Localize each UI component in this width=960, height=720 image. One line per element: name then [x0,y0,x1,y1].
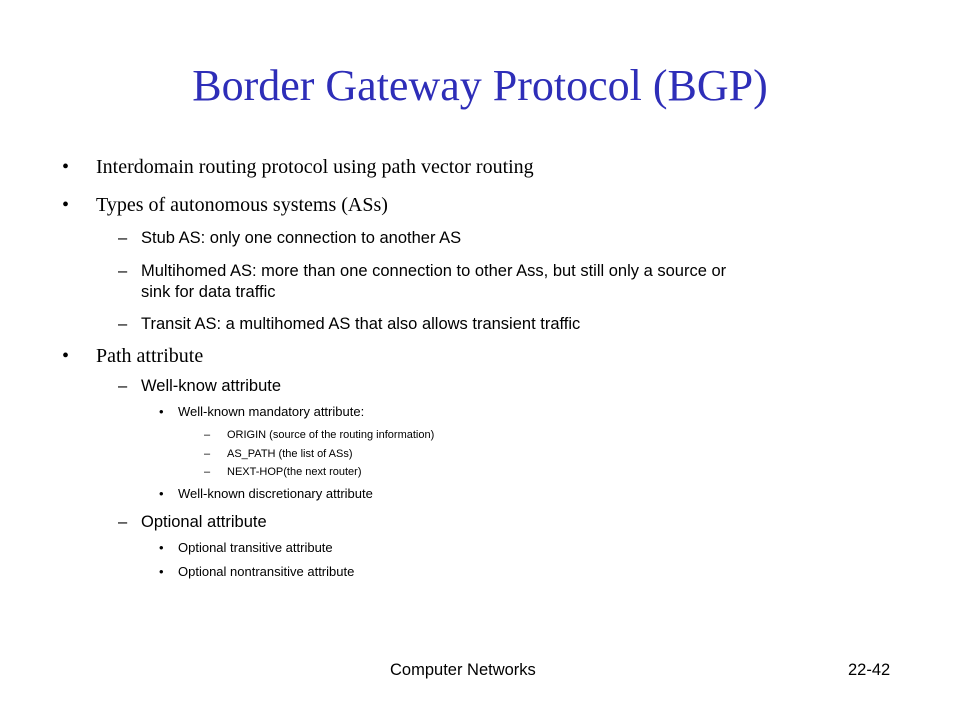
sub-sub-item-text: Well-known discretionary attribute [178,486,373,501]
bullet-marker: • [159,486,164,501]
bullet-text: Types of autonomous systems (ASs) [96,194,388,216]
sub-item-text: Transit AS: a multihomed AS that also allows transient traffic [141,315,581,333]
detail-item-text: AS_PATH (the list of ASs) [227,448,353,460]
slide-title: Border Gateway Protocol (BGP) [192,61,768,110]
bullet-marker: • [159,564,164,579]
detail-item-text: ORIGIN (source of the routing information) [227,429,435,441]
sub-item-text: sink for data traffic [141,283,276,301]
dash-marker: – [118,262,128,280]
bullet-marker: • [159,540,164,555]
dash-marker: – [118,315,128,333]
bullet-marker: • [159,404,164,419]
dash-marker: – [118,377,128,395]
footer-slide-number: 22-42 [848,661,891,679]
detail-item-text: NEXT-HOP(the next router) [227,466,362,478]
sub-sub-item-text: Optional transitive attribute [178,540,333,555]
dash-marker: – [204,466,211,478]
dash-marker: – [118,229,128,247]
dash-marker: – [204,448,211,460]
sub-item-text: Stub AS: only one connection to another AS [141,229,462,247]
bullet-marker: • [62,194,70,216]
sub-item-text: Optional attribute [141,513,267,531]
bullet-text: Path attribute [96,345,204,367]
footer-course: Computer Networks [390,661,536,679]
bullet-marker: • [62,156,70,178]
dash-marker: – [118,513,128,531]
sub-item-text: Multihomed AS: more than one connection to other Ass, but still only a source or [141,262,727,280]
sub-sub-item-text: Optional nontransitive attribute [178,564,355,579]
sub-item-text: Well-know attribute [141,377,282,395]
dash-marker: – [204,429,211,441]
bullet-text: Interdomain routing protocol using path vector routing [96,156,534,178]
bullet-marker: • [62,345,70,367]
sub-sub-item-text: Well-known mandatory attribute: [178,404,365,419]
